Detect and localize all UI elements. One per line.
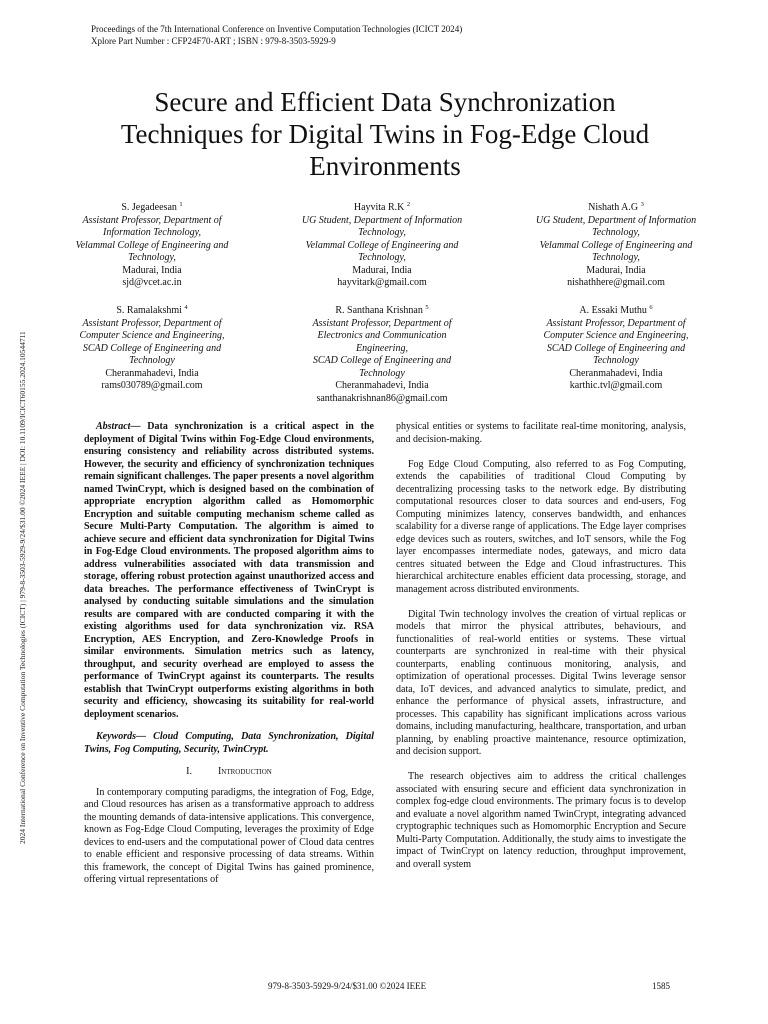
author-affiliation-line: UG Student, Department of Information <box>535 214 697 226</box>
author-location: Madurai, India <box>122 264 182 276</box>
author-index: 3 <box>640 201 644 208</box>
author-affiliation-line: Technology, <box>592 227 640 238</box>
author-block-6 <box>506 305 726 393</box>
author-affiliation-line: Computer Science and Engineering, <box>79 330 225 341</box>
author-affiliation-line: UG Student, Department of Information <box>301 214 463 226</box>
author-location: Cheranmahadevi, India <box>335 380 429 391</box>
author-location: Madurai, India <box>586 264 646 276</box>
author-location: Cheranmahadevi, India <box>105 367 199 379</box>
author-affiliation-line: Velammal College of Engineering and <box>539 239 693 251</box>
body-paragraph: Fog Edge Cloud Computing, also referred to as Fog Computing, extends the capabilities of traditional Cloud Computing by decentralizing processing tasks to the network edge. By distributing computational resources closer to data sources and end-users, Fog Computing minimizes latency, conserves bandwidth, and enhances scalability for a diverse range of applications. The Edge layer comprises edge devices such as routers, switches, and IoT sensors, while the Fog layer encompasses intermediate nodes, gateways, and micro data centres situated between the Edge and Cloud infrastructures. This hierarchical architecture enables efficient data processing, storage, and management across distributed environments. <box>396 458 686 595</box>
conference-header <box>91 23 462 47</box>
conference-header-line2: Xplore Part Number : CFP24F70-ART ; ISBN : 979-8-3503-5929-9 <box>91 36 336 46</box>
footer-copyright: 979-8-3503-5929-9/24/$31.00 ©2024 IEEE <box>268 981 427 991</box>
author-affiliation-line: SCAD College of Engineering and <box>546 342 686 354</box>
author-affiliation-line: Velammal College of Engineering and <box>305 239 459 251</box>
author-name: Hayvita R.K <box>353 202 405 213</box>
author-location: Madurai, India <box>352 264 412 276</box>
author-email: sjd@vcet.ac.in <box>122 277 182 288</box>
author-block-4 <box>42 305 262 393</box>
right-column <box>396 421 686 871</box>
author-affiliation-line: Technology <box>359 367 405 379</box>
author-index: 4 <box>184 304 188 311</box>
keywords: Keywords— Cloud Computing, Data Synchronization, Digital Twins, Fog Computing, Security, TwinCrypt. <box>84 731 374 755</box>
author-block-3 <box>506 202 726 290</box>
abstract-text: Data synchronization is a critical aspect in the deployment of Digital Twins within Fog-Edge Cloud environments, ensuring consistency and reliability across distributed systems. However, the security and efficiency of synchronization techniques remain significant challenges. The paper presents a novel algorithm named TwinCrypt, which is designed based on the combination of appropriate encryption algorithm called as Homomorphic Encryption and suitable computing mechanism scheme called as Secure Multi-Party Computation. The algorithm is aimed to achieve secure and efficient data synchronization for Digital Twins in Fog-Edge Cloud environments. The proposed algorithm aims to address vulnerabilities associated with data transmission and storage, offering robust protection against unauthorized access and data breaches. The performance effectiveness of TwinCrypt is analysed by conducting suitable simulations and the simulation results are compared with are conducted comparing it with the existing algorithms used for data synchronization viz. RSA Encryption, AES Encryption, and Zero-Knowledge Proofs in similar environments. Simulation metrics such as latency, throughput, and security overhead are employed to assess the performance of TwinCrypt against its counterparts. The results establish that TwinCrypt outperforms existing algorithms in both security and efficiency, showcasing its suitability for real-world deployment scenarios. <box>84 421 374 720</box>
title-line1: Secure and Efficient Data Synchronization <box>154 87 616 117</box>
intro-paragraph: In contemporary computing paradigms, the integration of Fog, Edge, and Cloud resources has arisen as a transformative approach to address the mounting demands of data-intensive applications. This convergence, known as Fog-Edge Cloud Computing, leverages the proximity of Edge devices to end-users and the computational power of Cloud data centres to enable efficient and responsive processing of data streams. Within this framework, the concept of Digital Twins has gained prominence, offering virtual representations of <box>84 786 374 885</box>
body-paragraph: physical entities or systems to facilitate real-time monitoring, analysis, and decision-making. <box>396 421 686 445</box>
author-name: A. Essaki Muthu <box>579 305 647 316</box>
body-paragraph: Digital Twin technology involves the creation of virtual replicas or models that mirror the physical attributes, behaviours, and functionalities of real-world entities or systems. These virtual counterparts are synchronized in real-time with their physical counterparts, enabling continuous monitoring, analysis, and optimization of operational processes. Digital Twins leverage sensor data, IoT devices, and advanced analytics to simulate, predict, and enhance the performance of physical assets, infrastructure, and processes. This capability has significant implications across various domains, including manufacturing, healthcare, transportation, and urban planning, by enabling proactive maintenance, resource optimization, and decision support. <box>396 608 686 757</box>
author-affiliation-line: Assistant Professor, Department of <box>312 317 452 329</box>
author-block-5 <box>272 305 492 405</box>
title-line2: Techniques for Digital Twins in Fog-Edge Cloud <box>120 119 650 149</box>
author-affiliation-line: SCAD College of Engineering and <box>82 342 222 354</box>
author-email: hayvitark@gmail.com <box>337 277 427 288</box>
title-line3: Environments <box>309 151 461 181</box>
body-paragraph: The research objectives aim to address the critical challenges associated with ensuring secure and efficient data synchronization in complex fog-edge cloud environments. The primary focus is to develop and evaluate a novel algorithm named TwinCrypt, integrating advanced cryptographic techniques such as Homomorphic Encryption and Secure Multi-Party Computation. Additionally, the study aims to investigate the impact of TwinCrypt on latency reduction, throughput improvement, and overall system <box>396 771 686 870</box>
author-email: nishathhere@gmail.com <box>567 277 665 288</box>
section-heading-introduction <box>84 766 374 779</box>
paper-title <box>60 86 710 182</box>
author-location: Cheranmahadevi, India <box>569 367 663 379</box>
page-number: 1585 <box>652 981 670 991</box>
author-email: rams030789@gmail.com <box>101 380 203 391</box>
author-affiliation-line: Assistant Professor, Department of <box>82 317 222 329</box>
section-number: I. <box>186 766 192 777</box>
author-affiliation-line: Technology <box>129 355 175 366</box>
author-affiliation-line: Velammal College of Engineering and <box>75 239 229 251</box>
author-affiliation-line: Technology, <box>592 252 640 263</box>
author-index: 6 <box>649 304 653 311</box>
author-index: 2 <box>406 201 411 208</box>
author-email: karthic.tvl@gmail.com <box>569 380 663 391</box>
author-email: santhanakrishnan86@gmail.com <box>316 392 448 404</box>
author-affiliation-line: Technology, <box>358 252 406 263</box>
author-block-2 <box>272 202 492 290</box>
conference-header-line1: Proceedings of the 7th International Conference on Inventive Computation Technologies (ICICT 2024) <box>91 24 463 34</box>
section-title: Introduction <box>217 766 272 777</box>
abstract-lead: Abstract— <box>96 421 141 432</box>
author-name: S. Ramalakshmi <box>116 305 182 316</box>
abstract <box>84 421 374 721</box>
author-affiliation-line: Engineering, <box>356 342 408 354</box>
author-name: S. Jegadeesan <box>121 202 177 213</box>
author-name: R. Santhana Krishnan <box>335 305 423 316</box>
author-affiliation-line: Assistant Professor, Department of <box>82 214 222 226</box>
author-index: 1 <box>179 201 183 208</box>
author-name: Nishath A.G <box>588 202 639 213</box>
left-column <box>84 421 374 887</box>
author-affiliation-line: SCAD College of Engineering and <box>312 355 452 366</box>
author-affiliation-line: Information Technology, <box>103 227 201 238</box>
author-block-1 <box>42 202 262 290</box>
author-index: 5 <box>425 304 429 311</box>
author-affiliation-line: Electronics and Communication <box>317 330 447 341</box>
author-affiliation-line: Technology <box>593 355 639 366</box>
author-affiliation-line: Technology, <box>128 252 176 263</box>
author-affiliation-line: Computer Science and Engineering, <box>543 330 689 341</box>
doi-side-strip: 2024 International Conference on Inventive Computation Technologies (ICICT) | 979-8-3503-5929-9/24/$31.00 ©2024 IEEE | DOI: 10.1109/ICICT60155.2024.10544711 <box>18 331 27 844</box>
author-affiliation-line: Assistant Professor, Department of <box>546 317 686 329</box>
author-affiliation-line: Technology, <box>358 227 406 238</box>
